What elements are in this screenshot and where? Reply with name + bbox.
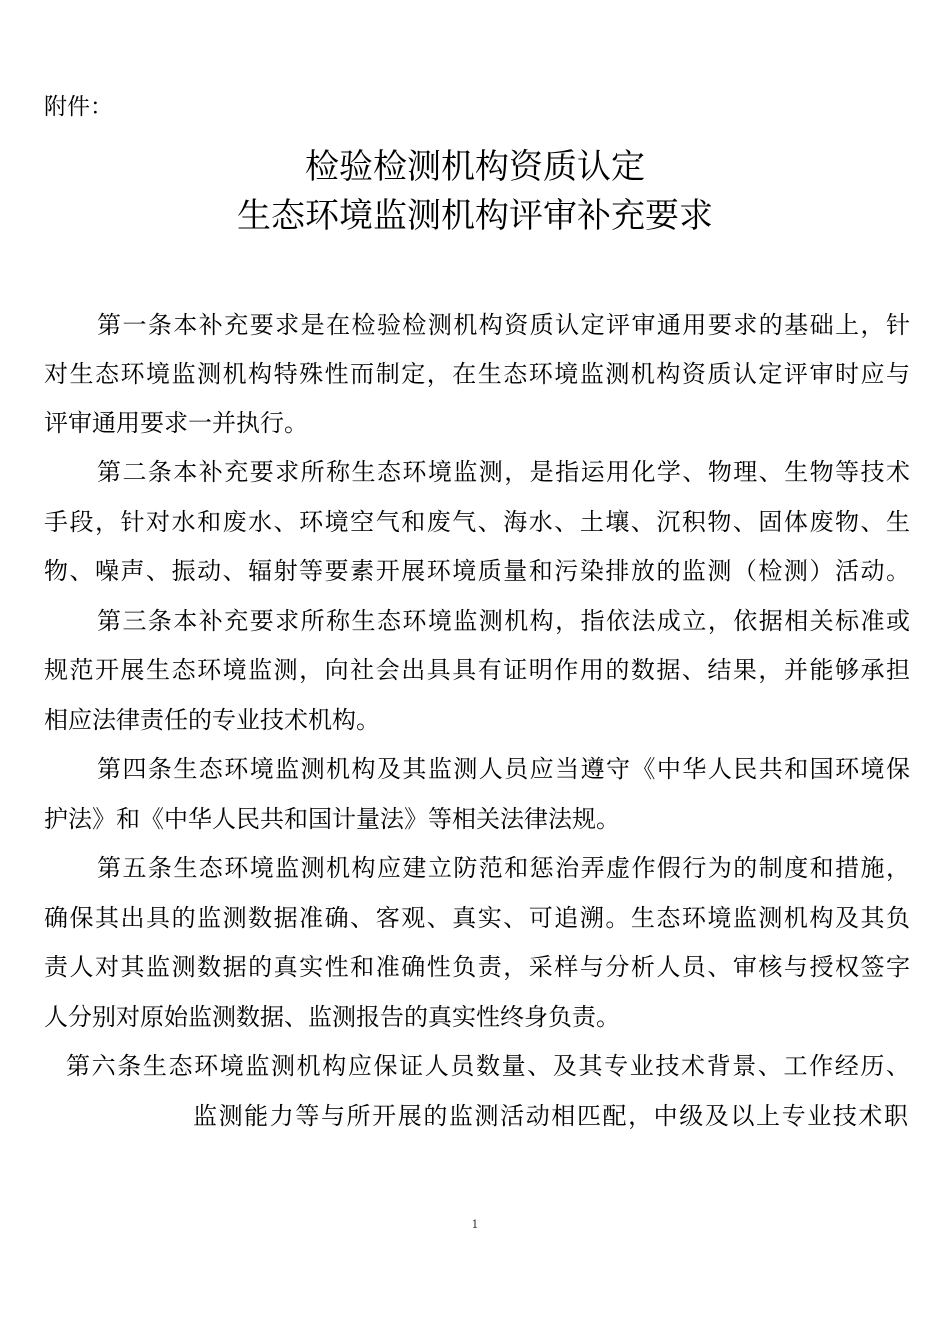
article-5-line-3: 责人对其监测数据的真实性和准确性负责，采样与分析人员、审核与授权签字 [44, 953, 910, 981]
article-3-line-3: 相应法律责任的专业技术机构。 [44, 706, 380, 734]
article-3-line-1: 第三条本补充要求所称生态环境监测机构，指依法成立，依据相关标准或 [97, 607, 910, 635]
article-2-line-2: 手段，针对水和废水、环境空气和废气、海水、土壤、沉积物、固体废物、生 [44, 508, 910, 536]
page-number: 1 [471, 1218, 479, 1231]
article-6-line-1: 第六条生态环境监测机构应保证人员数量、及其专业技术背景、工作经历、 [66, 1052, 910, 1080]
document-title-line-2: 生态环境监测机构评审补充要求 [237, 196, 713, 236]
article-1-line-1: 第一条本补充要求是在检验检测机构资质认定评审通用要求的基础上，针 [97, 311, 910, 339]
article-4-line-2: 护法》和《中华人民共和国计量法》等相关法律法规。 [44, 805, 620, 833]
article-6-line-2: 监测能力等与所开展的监测活动相匹配，中级及以上专业技术职 [193, 1102, 908, 1130]
article-1-line-3: 评审通用要求一并执行。 [44, 409, 308, 437]
article-2-line-1: 第二条本补充要求所称生态环境监测，是指运用化学、物理、生物等技术 [97, 458, 910, 486]
article-2-line-3: 物、噪声、振动、辐射等要素开展环境质量和污染排放的监测（检测）活动。 [44, 557, 910, 585]
article-5-line-4: 人分别对原始监测数据、监测报告的真实性终身负责。 [44, 1003, 620, 1031]
attachment-label: 附件： [44, 94, 113, 120]
article-4-line-1: 第四条生态环境监测机构及其监测人员应当遵守《中华人民共和国环境保 [97, 755, 910, 783]
article-3-line-2: 规范开展生态环境监测，向社会出具具有证明作用的数据、结果，并能够承担 [44, 656, 910, 684]
article-1-line-2: 对生态环境监测机构特殊性而制定，在生态环境监测机构资质认定评审时应与 [44, 360, 910, 388]
article-5-line-1: 第五条生态环境监测机构应建立防范和惩治弄虚作假行为的制度和措施， [97, 854, 910, 882]
article-5-line-2: 确保其出具的监测数据准确、客观、真实、可追溯。生态环境监测机构及其负 [44, 904, 910, 932]
document-title-line-1: 检验检测机构资质认定 [305, 147, 645, 187]
